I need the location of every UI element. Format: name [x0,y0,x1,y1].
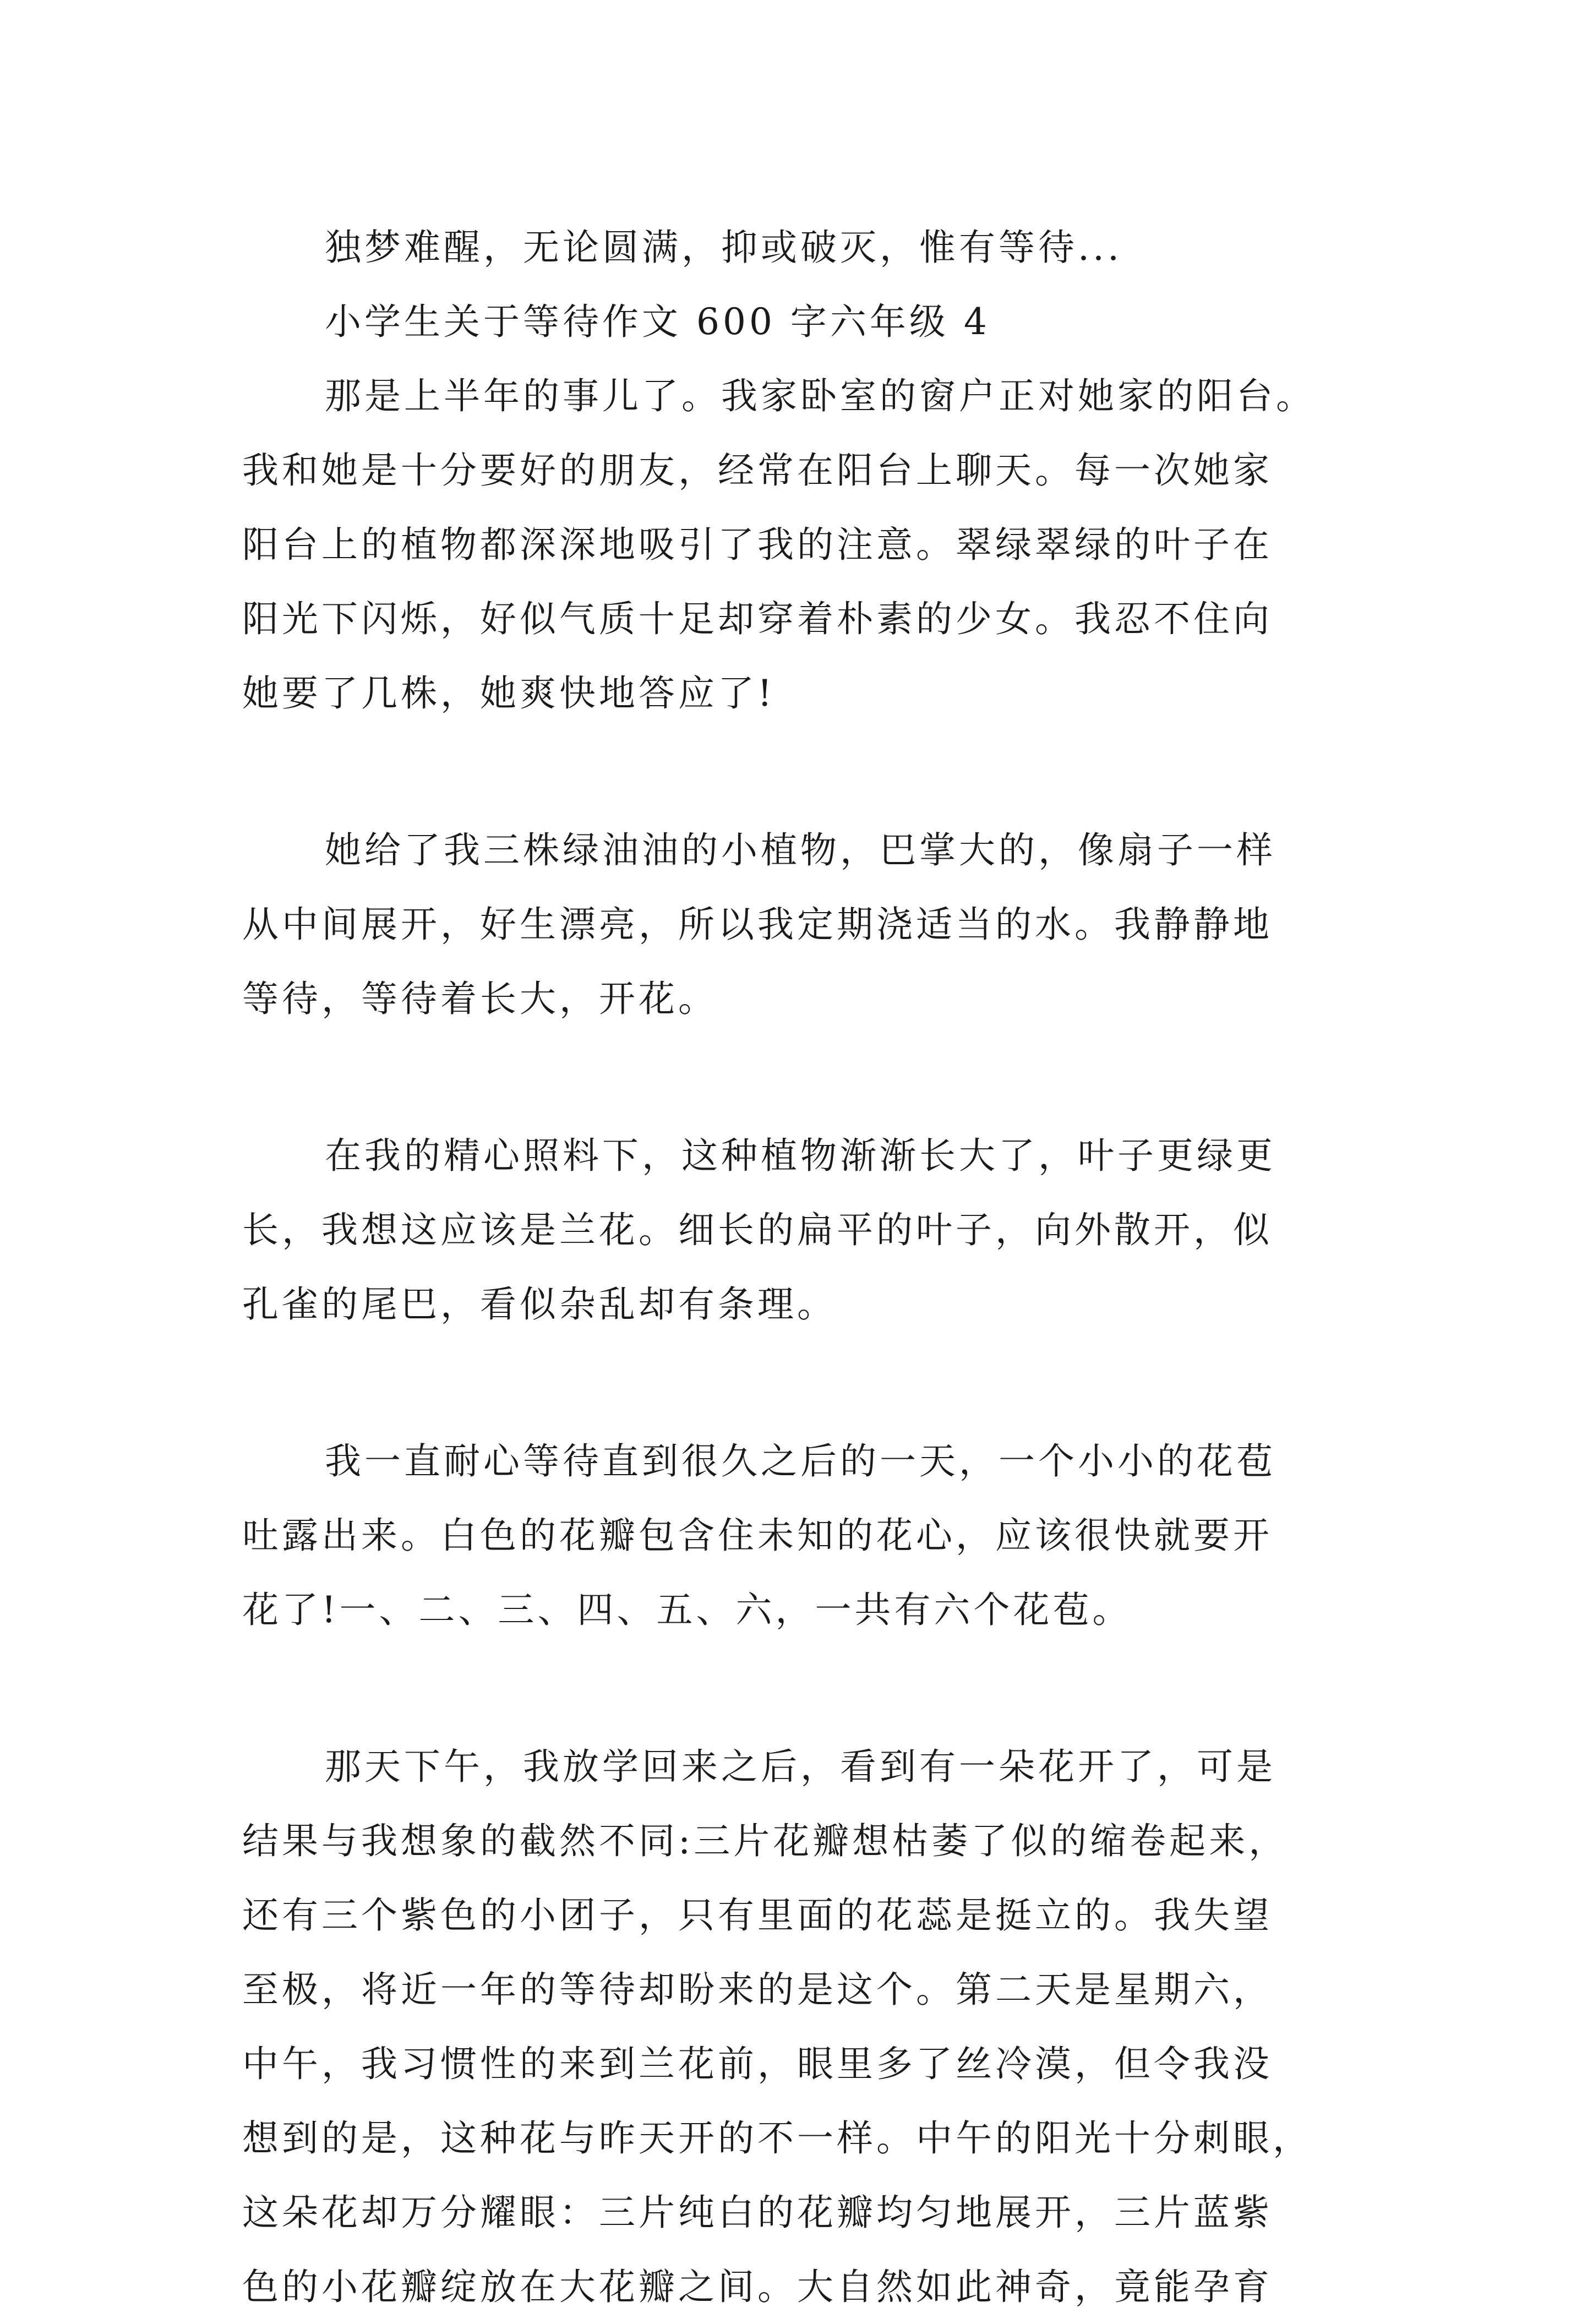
text-line: 想到的是，这种花与昨天开的不一样。中午的阳光十分刺眼， [242,2117,1312,2159]
paragraph-5 [242,1730,1354,2324]
text-line: 孔雀的尾巴，看似杂乱却有条理。 [242,1283,837,1325]
text-line: 阳台上的植物都深深地吸引了我的注意。翠绿翠绿的叶子在 [242,523,1273,566]
text-line: 结果与我想象的截然不同:三片花瓣想枯萎了似的缩卷起来， [242,1820,1289,1862]
text-line: 吐露出来。白色的花瓣包含住未知的花心，应该很快就要开 [242,1514,1273,1557]
text-line: 阳光下闪烁，好似气质十足却穿着朴素的少女。我忍不住向 [242,598,1273,640]
paragraph-spacer [242,1036,1354,1119]
paragraph-3 [242,1119,1354,1341]
document-body [242,210,1354,2324]
text-line: 色的小花瓣绽放在大花瓣之间。大自然如此神奇，竟能孕育 [242,2266,1273,2308]
text-line: 等待，等待着长大，开花。 [242,978,718,1020]
text-line: 我一直耐心等待直到很久之后的一天，一个小小的花苞 [325,1440,1276,1482]
text-line: 至极，将近一年的等待却盼来的是这个。第二天是星期六， [242,1968,1273,2011]
text-line: 她要了几株，她爽快地答应了! [242,672,776,714]
essay-heading [242,285,1354,359]
text-line: 长，我想这应该是兰花。细长的扁平的叶子，向外散开，似 [242,1209,1273,1251]
text-line: 在我的精心照料下，这种植物渐渐长大了，叶子更绿更 [325,1134,1276,1177]
text-line: 她给了我三株绿油油的小植物，巴掌大的，像扇子一样 [325,829,1276,871]
text-line: 那天下午，我放学回来之后，看到有一朵花开了，可是 [325,1745,1276,1788]
text-line: 中午，我习惯性的来到兰花前，眼里多了丝冷漠，但令我没 [242,2043,1273,2085]
paragraph-closing-line [242,210,1354,285]
text-line: 那是上半年的事儿了。我家卧室的窗户正对她家的阳台。 [325,375,1316,417]
paragraph-4 [242,1424,1354,1647]
text-line: 还有三个紫色的小团子，只有里面的花蕊是挺立的。我失望 [242,1894,1273,1936]
paragraph-spacer [242,1647,1354,1730]
text-line: 花了!一、二、三、四、五、六，一共有六个花苞。 [242,1589,1132,1631]
heading-line: 小学生关于等待作文 600 字六年级 4 [325,301,990,343]
paragraph-1 [242,359,1354,730]
text-line: 从中间展开，好生漂亮，所以我定期浇适当的水。我静静地 [242,903,1273,946]
paragraph-2 [242,813,1354,1036]
text-line: 独梦难醒，无论圆满，抑或破灭，惟有等待... [325,226,1122,269]
text-line: 我和她是十分要好的朋友，经常在阳台上聊天。每一次她家 [242,449,1273,492]
paragraph-spacer [242,730,1354,813]
text-line: 这朵花却万分耀眼：三片纯白的花瓣均匀地展开，三片蓝紫 [242,2191,1273,2234]
paragraph-spacer [242,1341,1354,1424]
